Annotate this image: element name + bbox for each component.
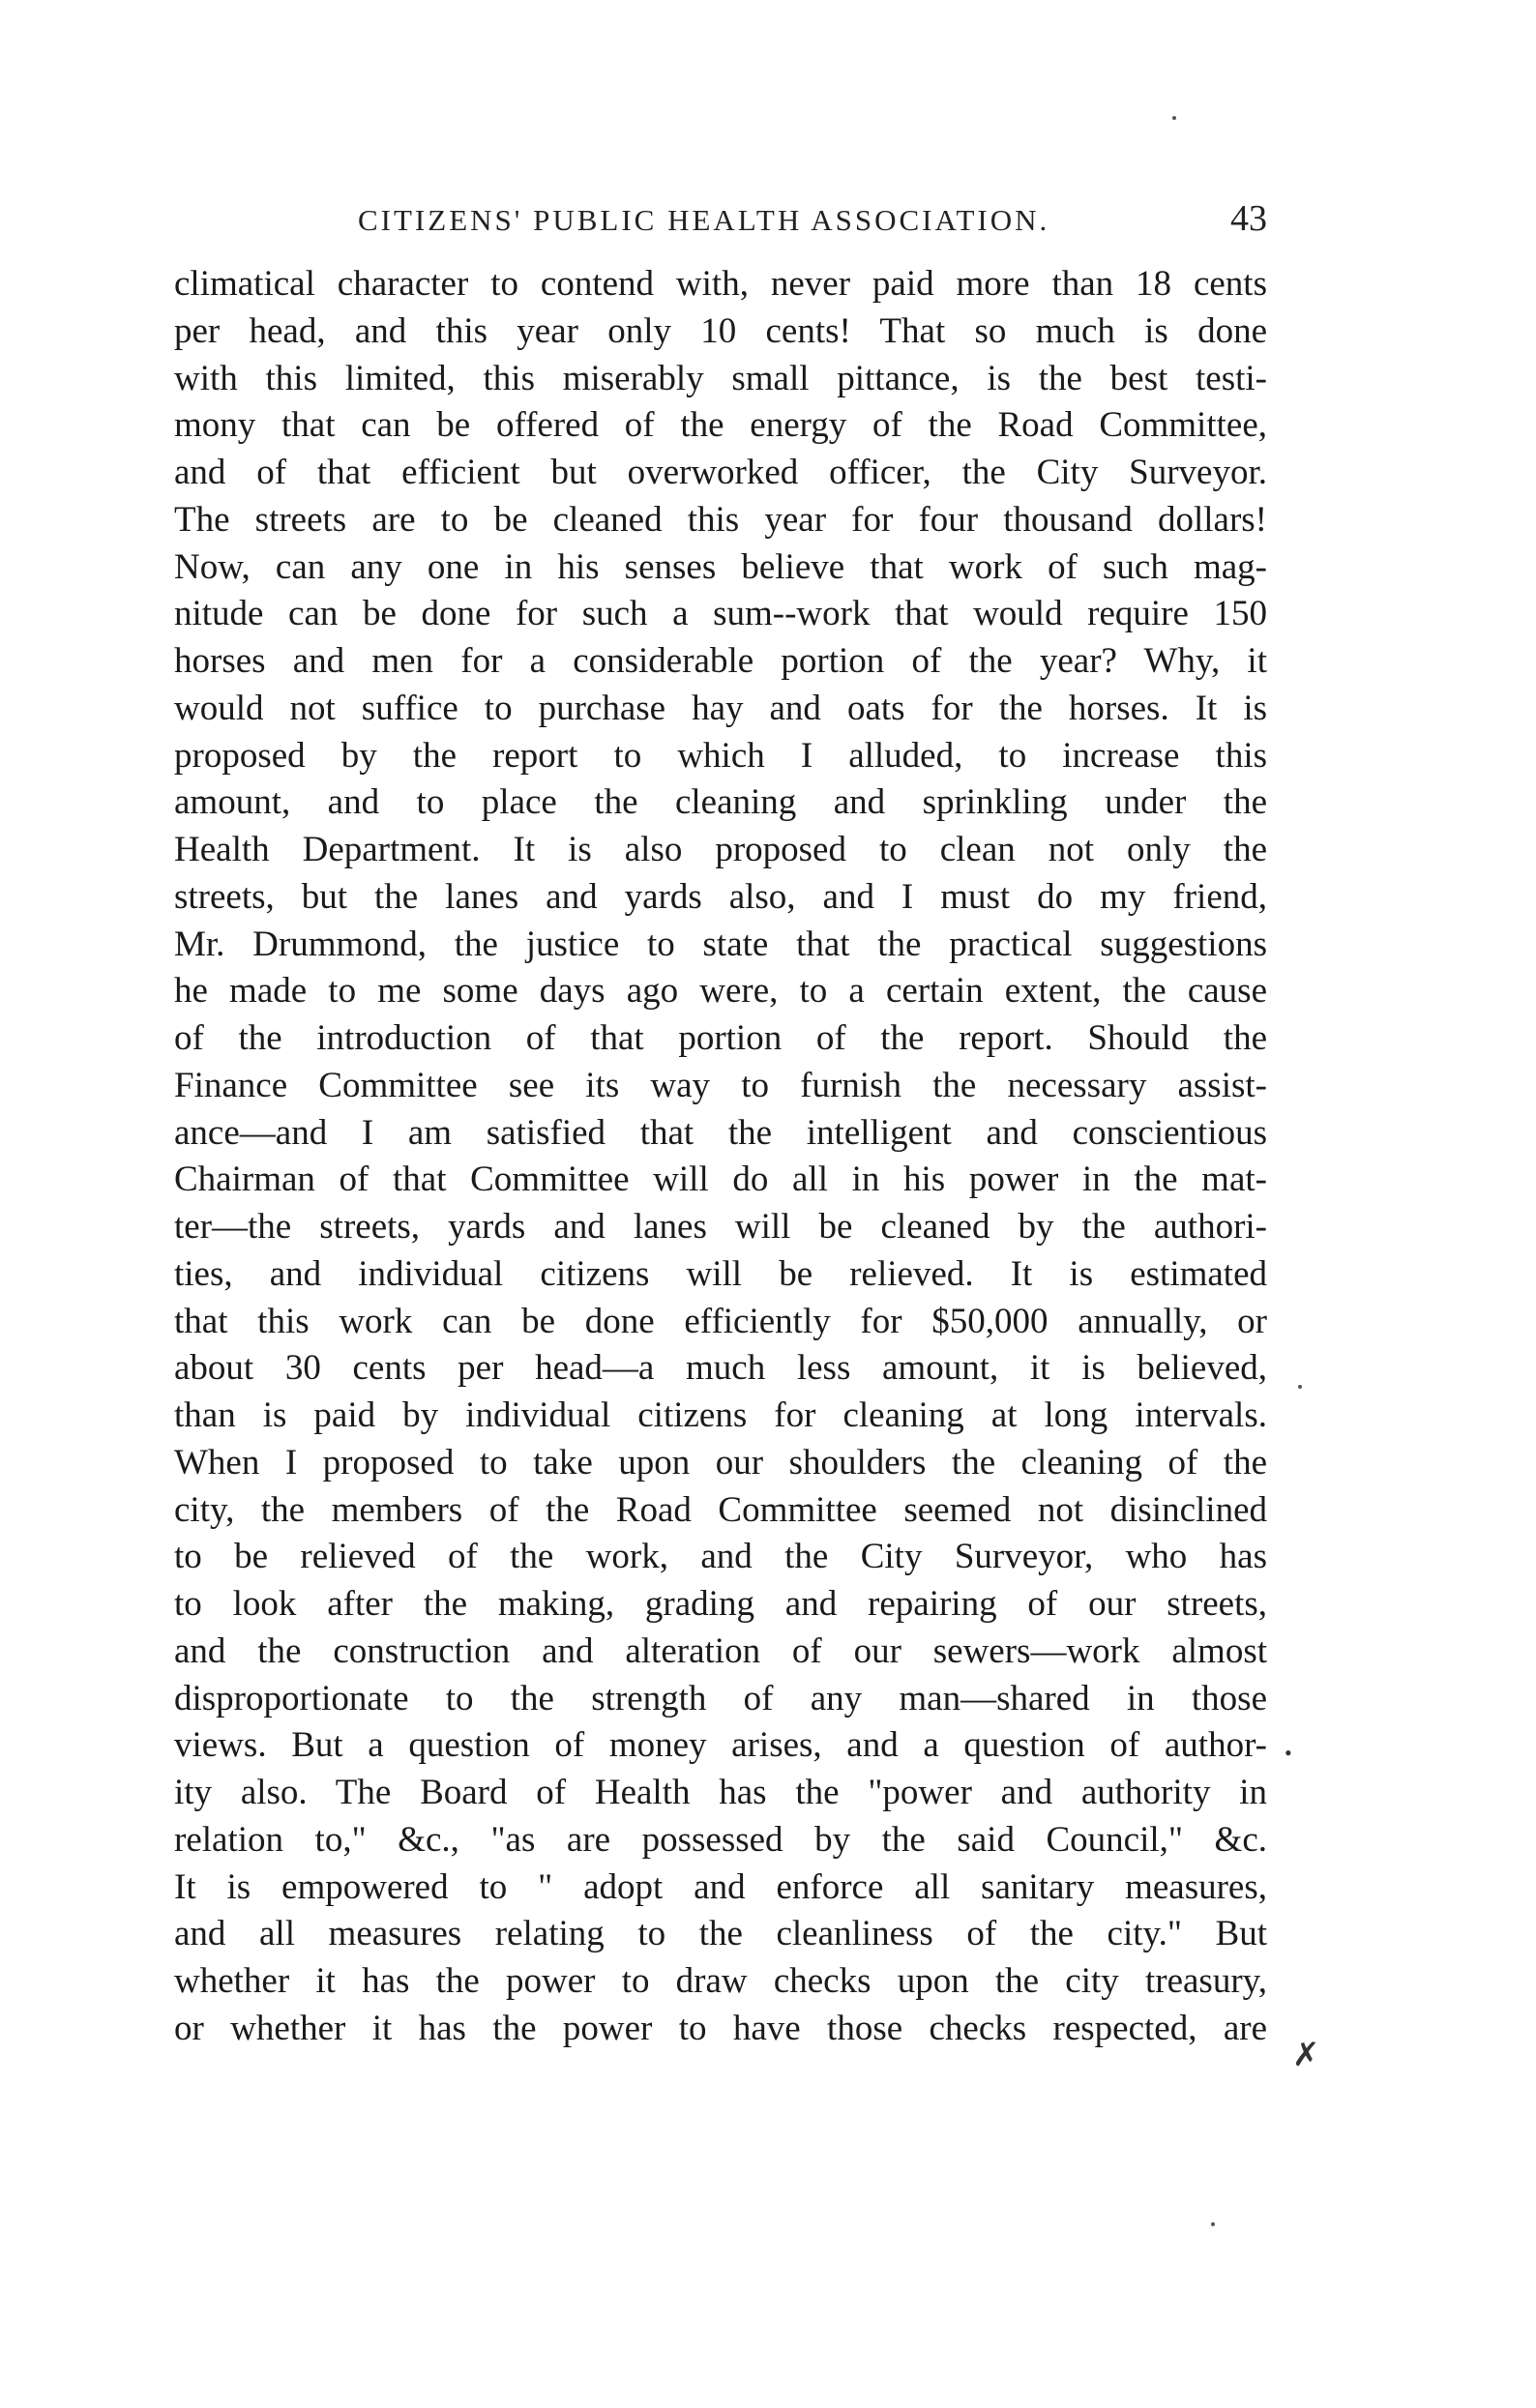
text-line: or whether it has the power to have those checks respected, are	[174, 2008, 1267, 2048]
running-title: CITIZENS' PUBLIC HEALTH ASSOCIATION.	[358, 203, 1050, 237]
text-line: ance—and I am satisfied that the intelligent and conscientious	[174, 1112, 1267, 1153]
text-line: of the introduction of that portion of the report. Should the	[174, 1018, 1267, 1058]
text-line: and all measures relating to the cleanliness of the city." But	[174, 1914, 1267, 1954]
text-line: views. But a question of money arises, and a question of author-	[174, 1725, 1267, 1766]
text-line: Mr. Drummond, the justice to state that the practical suggestions	[174, 924, 1267, 964]
text-line: ity also. The Board of Health has the "power and authority in	[174, 1773, 1267, 1812]
text-line: and of that efficient but overworked officer, the City Surveyor.	[174, 453, 1267, 492]
text-line: Health Department. It is also proposed to clean not only the	[174, 830, 1267, 869]
text-line: to be relieved of the work, and the City Surveyor, who has	[174, 1537, 1267, 1577]
margin-bullet-mark: •	[1285, 1741, 1292, 1765]
text-line: city, the members of the Road Committee seemed not disinclined	[174, 1489, 1267, 1530]
text-line: to look after the making, grading and repairing of our streets,	[174, 1584, 1267, 1624]
page-number: 43	[1230, 198, 1267, 239]
text-line: mony that can be offered of the energy of the Road Committee,	[174, 405, 1267, 446]
text-line: whether it has the power to draw checks upon the city treasury,	[174, 1961, 1267, 2001]
text-line: When I proposed to take upon our shoulders the cleaning of the	[174, 1442, 1267, 1483]
text-line: It is empowered to " adopt and enforce all sanitary measures,	[174, 1866, 1267, 1907]
ink-speck	[1211, 2222, 1215, 2226]
text-line: streets, but the lanes and yards also, and I must do my friend,	[174, 876, 1267, 917]
text-line: Now, can any one in his senses believe that work of such mag-	[174, 546, 1267, 587]
text-line: climatical character to contend with, never paid more than 18 cents	[174, 264, 1267, 304]
text-line: he made to me some days ago were, to a certain extent, the cause	[174, 971, 1267, 1012]
text-line: than is paid by individual citizens for cleaning at long intervals.	[174, 1395, 1267, 1435]
text-line: horses and men for a considerable portion of the year? Why, it	[174, 641, 1267, 681]
text-line: with this limited, this miserably small pittance, is the best testi-	[174, 358, 1267, 398]
text-line: relation to," &c., "as are possessed by the said Council," &c.	[174, 1819, 1267, 1860]
text-line: and the construction and alteration of our sewers—work almost	[174, 1630, 1267, 1671]
text-line: about 30 cents per head—a much less amount, it is believed,	[174, 1348, 1267, 1389]
text-line: disproportionate to the strength of any man—shared in those	[174, 1678, 1267, 1718]
running-head	[174, 193, 1267, 251]
body-text	[174, 261, 1267, 2053]
ink-speck	[1298, 1385, 1302, 1389]
text-line: Finance Committee see its way to furnish the necessary assist-	[174, 1065, 1267, 1105]
text-line: ties, and individual citizens will be relieved. It is estimated	[174, 1253, 1267, 1294]
text-line: Chairman of that Committee will do all in his power in the mat-	[174, 1160, 1267, 1200]
text-line: per head, and this year only 10 cents! That so much is done	[174, 310, 1267, 351]
text-line: amount, and to place the cleaning and sprinkling under the	[174, 782, 1267, 823]
margin-x-mark: ✗	[1292, 2038, 1320, 2073]
text-line: that this work can be done efficiently for $50,000 annually, or	[174, 1301, 1267, 1341]
text-line: proposed by the report to which I alluded, to increase this	[174, 735, 1267, 776]
text-line: The streets are to be cleaned this year for four thousand dollars!	[174, 499, 1267, 540]
text-line: would not suffice to purchase hay and oats for the horses. It is	[174, 688, 1267, 728]
text-line: nitude can be done for such a sum--work that would require 150	[174, 594, 1267, 634]
text-line: ter—the streets, yards and lanes will be cleaned by the authori-	[174, 1207, 1267, 1247]
ink-speck	[1172, 116, 1176, 120]
